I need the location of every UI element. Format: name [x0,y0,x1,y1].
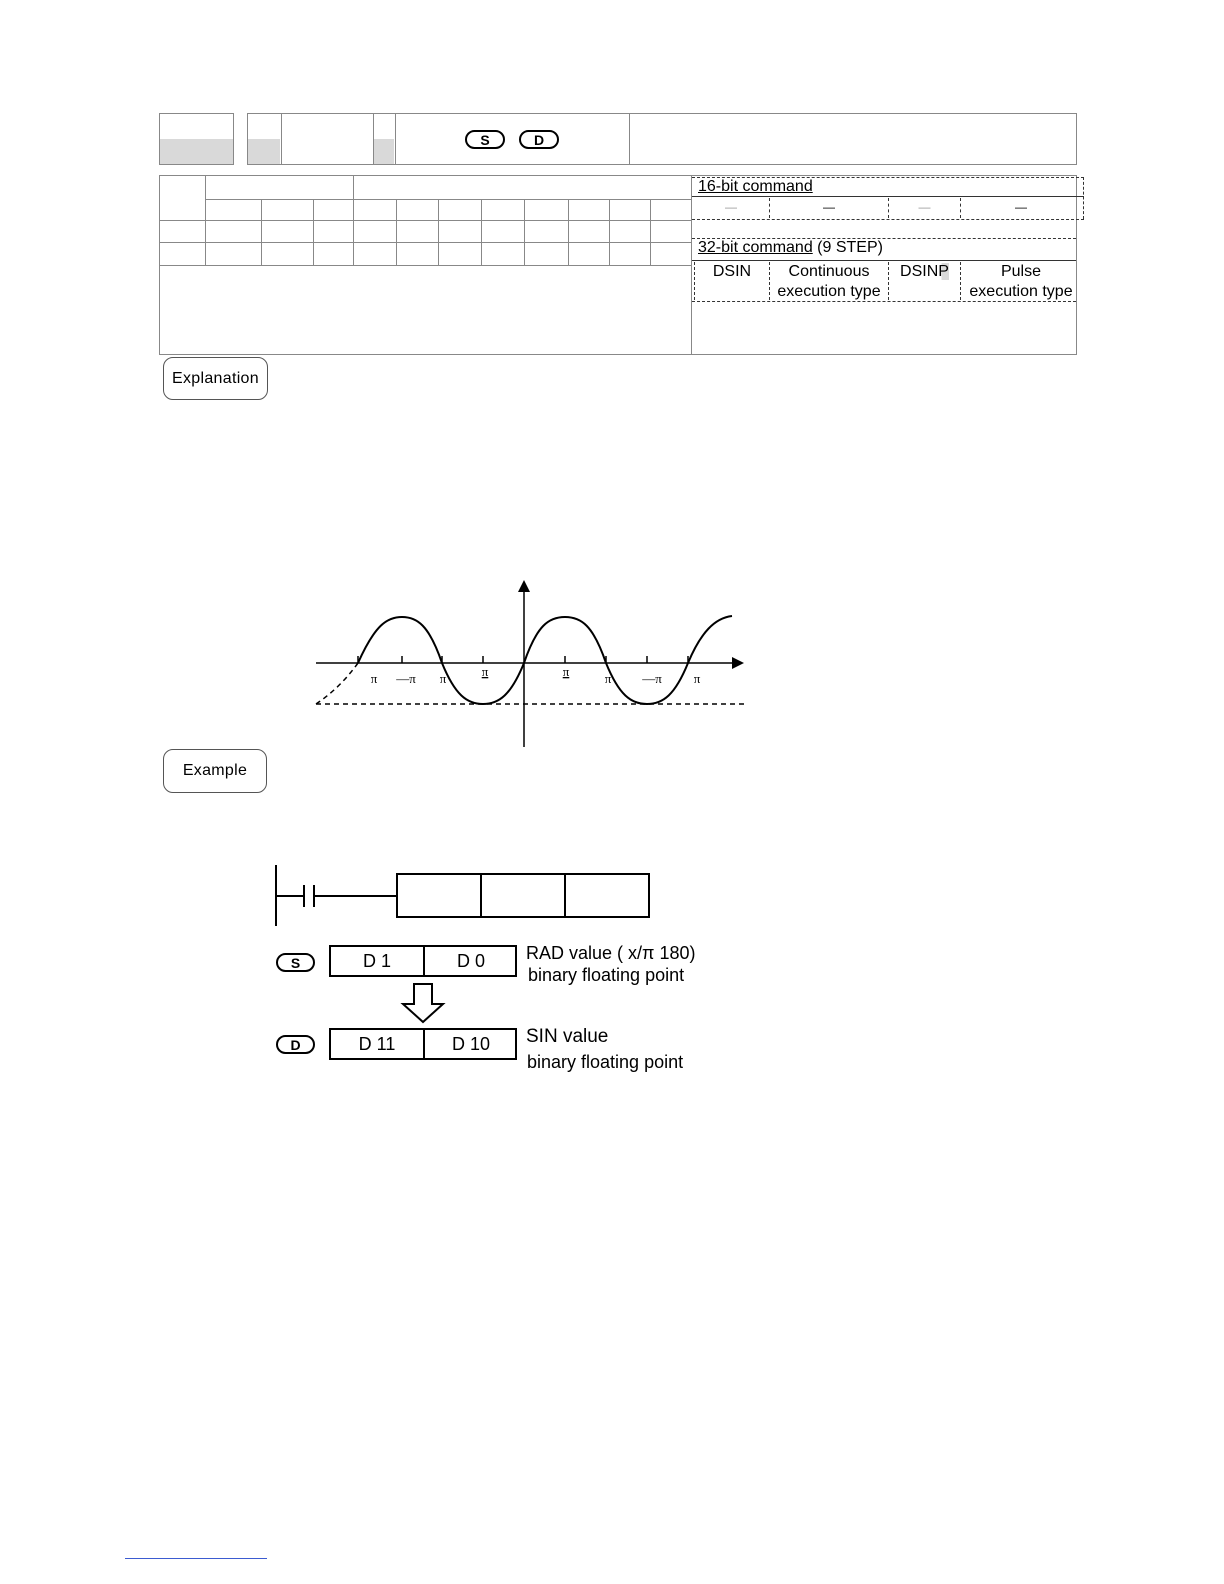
dest-reg-low: D 10 [451,1034,491,1054]
api-number-shade [160,139,233,164]
cmd32-steps: (9 STEP) [817,239,883,256]
dest-pill: D [276,1035,315,1054]
cmd16-title: 16-bit command [698,178,813,195]
x-axis-arrow [732,657,744,669]
example-tag: Example [163,749,267,793]
cmd32-continuous-type-2: execution type [777,283,881,300]
source-reg-low: D 0 [456,951,485,971]
down-arrow-icon [400,982,446,1024]
dest-desc-1: SIN value [526,1026,609,1047]
cmd32-continuous-name: DSIN [712,263,752,280]
source-desc-1: RAD value ( x/π 180) [526,943,696,963]
ladder-diagram [270,860,660,930]
cmd32-title-row [698,239,883,257]
tick-label-5: π [562,664,570,679]
footer-link-underline[interactable] [125,1558,267,1559]
operand-s-badge: S [465,130,505,149]
tick-label-3: π [439,671,447,686]
tick-label-6: π [604,671,612,686]
cmd32-pulse-type-1: Pulse [1000,263,1042,280]
operand-d-badge: D [519,130,559,149]
y-axis-arrow [518,580,530,592]
tick-label-2: —π [396,671,416,686]
dest-reg-high: D 11 [358,1034,396,1054]
tick-label-7: —π [642,671,662,686]
tick-label-1: π [370,671,378,686]
cmd16-cell-3: — [918,200,931,214]
tick-label-4: π [481,664,489,679]
tick-label-8: π [693,671,701,686]
cmd32-title: 32-bit command [698,239,813,256]
cmd32-pulse-type-2: execution type [969,283,1073,300]
cmd16-cell-2: — [823,200,835,214]
cmd32-pulse-name: DSINP [900,263,949,280]
cmd16-cell-4: — [1015,200,1027,214]
dest-desc-2: binary floating point [527,1052,684,1072]
cmd16-cell-1: — [725,200,737,214]
sine-dashed-lead [316,663,358,704]
sine-graph [300,570,760,755]
p-flag-shade [374,139,394,164]
source-desc-2: binary floating point [528,965,685,985]
instruction-box [397,874,649,917]
cmd32-continuous-type-1: Continuous [788,263,870,280]
d-flag-shade [248,139,280,164]
source-pill: S [276,953,315,972]
sine-curve [358,616,732,704]
source-reg-high: D 1 [362,951,391,971]
mnemonic-box [247,113,1077,165]
x-ticks [358,656,688,663]
explanation-tag: Explanation [163,357,268,400]
